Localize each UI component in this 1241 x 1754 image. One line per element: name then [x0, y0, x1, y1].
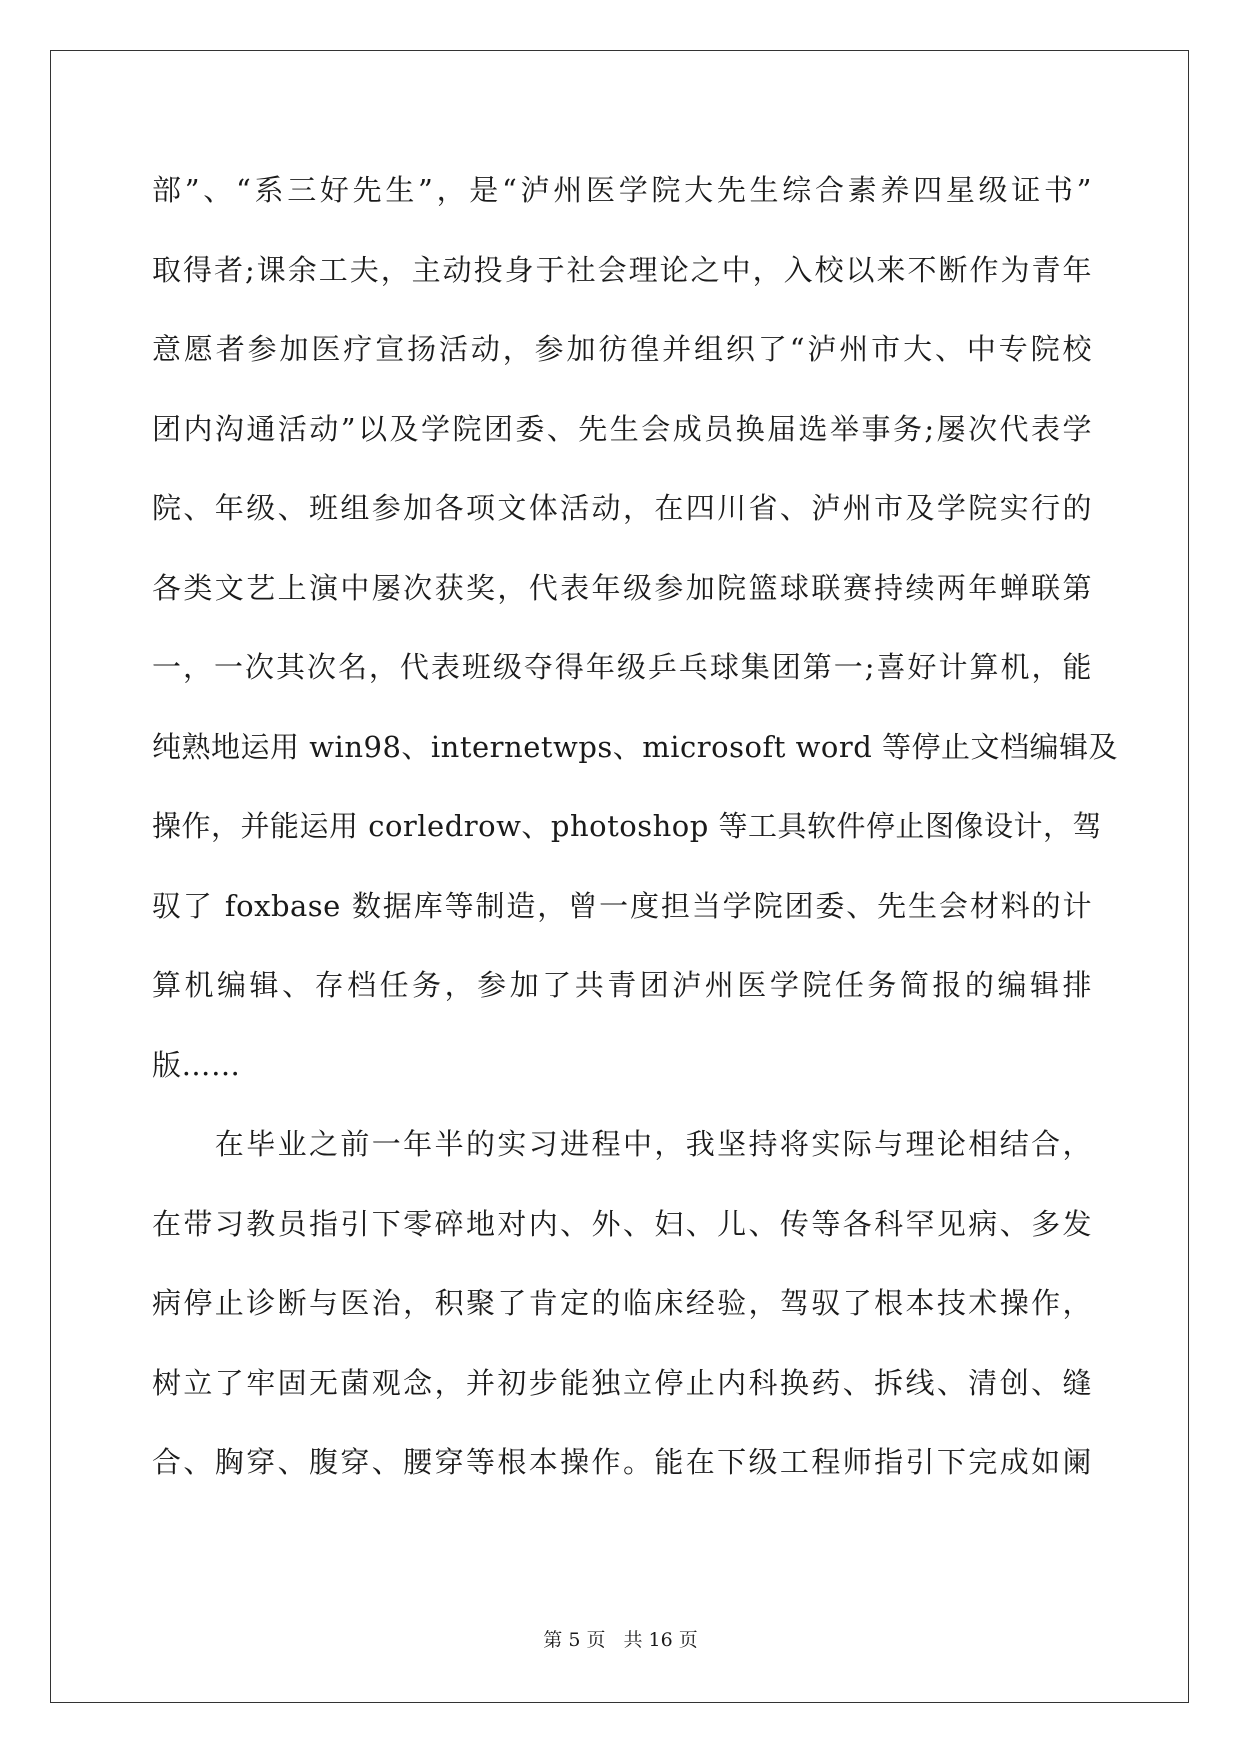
text-line: 团内沟通活动”以及学院团委、先生会成员换届选举事务;屡次代表学	[152, 411, 1092, 446]
text-line: 算机编辑、存档任务，参加了共青团泸州医学院任务简报的编辑排	[152, 968, 1092, 1002]
page-footer	[0, 1625, 1241, 1652]
text-line: 取得者;课余工夫，主动投身于社会理论之中，入校以来不断作为青年	[152, 252, 1092, 287]
text-line: 病停止诊断与医治，积聚了肯定的临床经验，驾驭了根本技术操作，	[152, 1286, 1092, 1320]
text-line: 在毕业之前一年半的实习进程中，我坚持将实际与理论相结合，	[152, 1127, 1092, 1161]
text-line: 操作，并能运用 corledrow、photoshop 等工具软件停止图像设计，驾	[152, 809, 1103, 843]
text-line: 版……	[152, 1047, 241, 1082]
document-body	[152, 160, 1119, 1512]
text-line: 意愿者参加医疗宣扬活动，参加彷徨并组织了“泸州市大、中专院校	[152, 332, 1092, 366]
text-line: 树立了牢固无菌观念，并初步能独立停止内科换药、拆线、清创、缝	[152, 1365, 1092, 1400]
text-line: 院、年级、班组参加各项文体活动，在四川省、泸州市及学院实行的	[152, 491, 1092, 525]
page-total: 共 16 页	[623, 1629, 698, 1651]
text-line: 各类文艺上演中屡次获奖，代表年级参加院篮球联赛持续两年蝉联第	[152, 570, 1092, 605]
text-line: 部”、“系三好先生”，是“泸州医学院大先生综合素养四星级证书”	[152, 173, 1092, 207]
text-line: 纯熟地运用 win98、internetwps、microsoft word 等停止文档编辑及	[152, 729, 1119, 764]
text-line: 在带习教员指引下零碎地对内、外、妇、儿、传等各科罕见病、多发	[152, 1206, 1092, 1241]
text-line: 合、胸穿、腹穿、腰穿等根本操作。能在下级工程师指引下完成如阑	[152, 1445, 1092, 1479]
text-line: 驭了 foxbase 数据库等制造，曾一度担当学院团委、先生会材料的计	[152, 888, 1092, 923]
page-number: 第 5 页	[543, 1629, 606, 1651]
text-line: 一，一次其次名，代表班级夺得年级乒乓球集团第一;喜好计算机，能	[152, 650, 1092, 684]
